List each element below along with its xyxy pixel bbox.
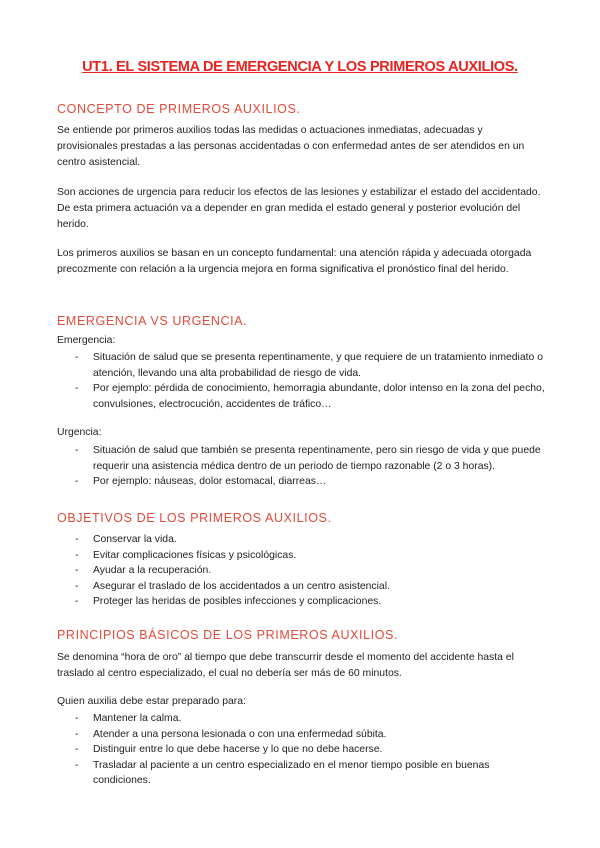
list-item-text: Por ejemplo: pérdida de conocimiento, hemorragia abundante, dolor intenso en la zona del pecho, convulsiones, electrocución, accidentes de tráfico… <box>93 383 545 410</box>
paragraph-hora-de-oro: Se denomina “hora de oro” al tiempo que debe transcurrir desde el momento del accidente hasta el traslado al centro especializado, el cual no debería ser más de 60 minutos. <box>57 652 514 679</box>
emergencia-label: Emergencia: <box>57 335 116 346</box>
dash-bullet: - <box>75 596 79 607</box>
list-item <box>57 563 547 579</box>
list-item <box>57 350 547 381</box>
emergencia-list <box>57 350 547 412</box>
list-item-text: Conservar la vida. <box>93 534 177 545</box>
dash-bullet: - <box>75 759 79 771</box>
list-item-text: Ayudar a la recuperación. <box>93 565 212 576</box>
list-item-text: Proteger las heridas de posibles infecciones y complicaciones. <box>93 596 382 607</box>
list-item-text: Por ejemplo: náuseas, dolor estomacal, diarreas… <box>93 476 327 487</box>
dash-bullet: - <box>75 445 79 456</box>
list-item <box>57 443 547 474</box>
list-item <box>57 532 547 548</box>
paragraph-concepto-3: Los primeros auxilios se basan en un concepto fundamental: una atención rápida y adecuada otorgada precozmente con relación a la urgencia mejora en forma significativa el pronóstico final del herido. <box>57 248 532 275</box>
page-title: UT1. EL SISTEMA DE EMERGENCIA Y LOS PRIMEROS AUXILIOS. <box>82 59 518 75</box>
principios-list <box>57 711 547 789</box>
list-item-text: Situación de salud que se presenta repentinamente, y que requiere de un tratamiento inmediato o atención, llevando una alta probabilidad de riesgo de vida. <box>93 352 543 379</box>
dash-bullet: - <box>75 549 79 561</box>
list-item <box>57 711 547 727</box>
dash-bullet: - <box>75 534 79 545</box>
list-item <box>57 548 547 564</box>
list-item <box>57 727 547 743</box>
list-item-text: Mantener la calma. <box>93 713 182 724</box>
list-item <box>57 594 547 610</box>
dash-bullet: - <box>75 713 79 724</box>
dash-bullet: - <box>75 383 79 394</box>
quien-auxilia-label: Quien auxilia debe estar preparado para: <box>57 696 246 707</box>
list-item-text: Distinguir entre lo que debe hacerse y lo que no debe hacerse. <box>93 744 383 755</box>
dash-bullet: - <box>75 565 79 576</box>
list-item-text: Situación de salud que también se presenta repentinamente, pero sin riesgo de vida y que puede requerir una asistencia médica dentro de un periodo de tiempo razonable (2 o 3 horas). <box>93 445 541 472</box>
section-heading-objetivos: OBJETIVOS DE LOS PRIMEROS AUXILIOS. <box>57 511 332 525</box>
list-item <box>57 579 547 595</box>
dash-bullet: - <box>75 744 79 755</box>
dash-bullet: - <box>75 476 79 487</box>
list-item-text: Trasladar al paciente a un centro especializado en el menor tiempo posible en buenas condiciones. <box>93 759 490 786</box>
dash-bullet: - <box>75 580 79 592</box>
list-item <box>57 474 547 490</box>
section-heading-principios: PRINCIPIOS BÁSICOS DE LOS PRIMEROS AUXILIOS. <box>57 628 399 642</box>
section-heading-emergencia-vs-urgencia: EMERGENCIA VS URGENCIA. <box>57 314 248 328</box>
urgencia-label: Urgencia: <box>57 427 102 438</box>
dash-bullet: - <box>75 728 79 740</box>
list-item-text: Evitar complicaciones físicas y psicológicas. <box>93 549 297 561</box>
list-item <box>57 381 547 412</box>
paragraph-concepto-1: Se entiende por primeros auxilios todas las medidas o actuaciones inmediatas, adecuadas y provisionales prestadas a las personas accidentadas o con enfermedad antes de ser atendidos en un centro asistencial. <box>57 125 525 168</box>
list-item-text: Asegurar el traslado de los accidentados a un centro asistencial. <box>93 580 390 592</box>
section-heading-concepto: CONCEPTO DE PRIMEROS AUXILIOS. <box>57 102 301 116</box>
urgencia-list <box>57 443 547 490</box>
objetivos-list <box>57 532 547 610</box>
list-item <box>57 758 547 789</box>
dash-bullet: - <box>75 352 79 363</box>
list-item <box>57 742 547 758</box>
paragraph-concepto-2: Son acciones de urgencia para reducir los efectos de las lesiones y estabilizar el estado del accidentado. De esta primera actuación va a depender en gran medida el estado general y posterior evolución del herido. <box>57 187 541 230</box>
list-item-text: Atender a una persona lesionada o con una enfermedad súbita. <box>93 728 387 740</box>
